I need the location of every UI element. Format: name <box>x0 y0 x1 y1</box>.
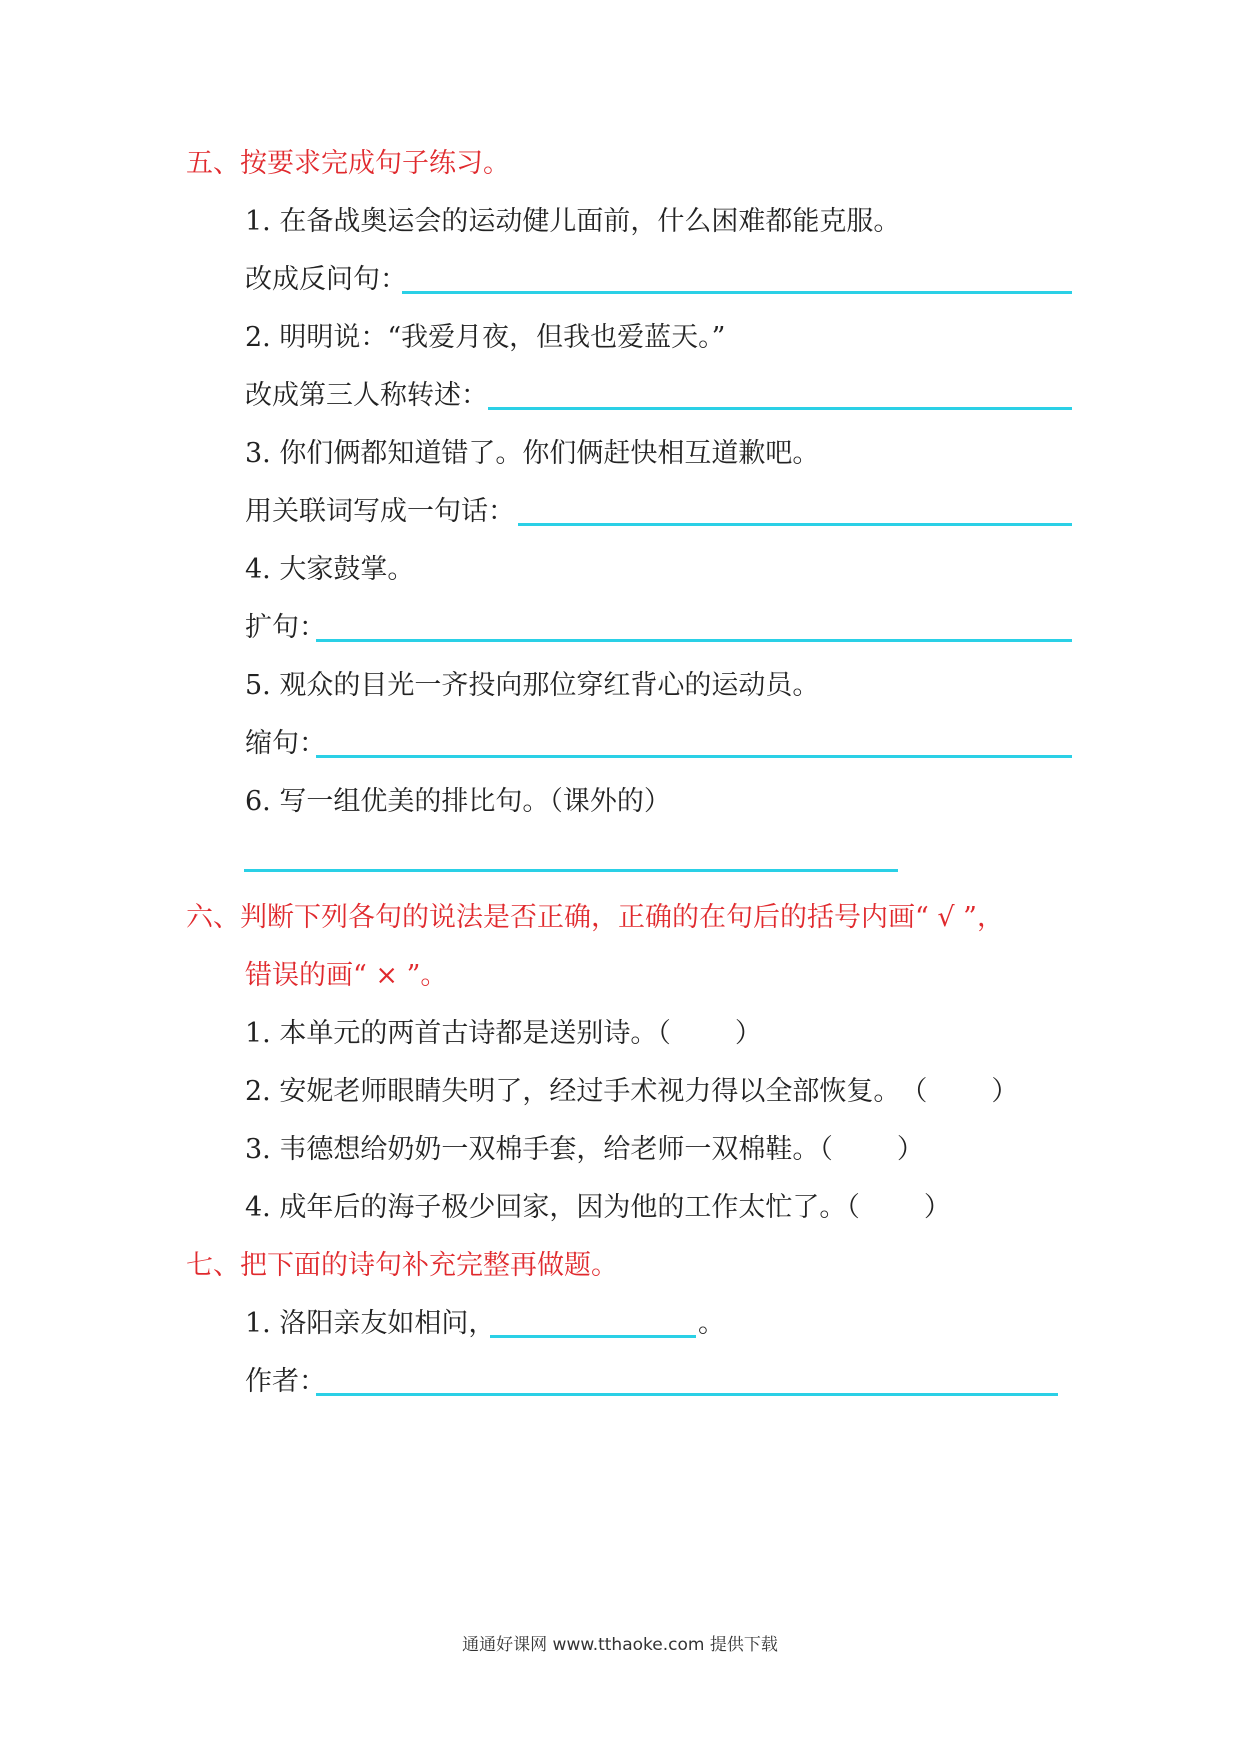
page-footer: 通通好课网 www.tthaoke.com 提供下载 <box>462 1635 778 1655</box>
s7-question-1: 1. 洛阳亲友如相问， <box>245 1308 496 1339</box>
s6-paren-close-1: ） <box>734 1018 762 1049</box>
s5-q1-answer-line[interactable] <box>402 291 1072 294</box>
s6-paren-close-2: ） <box>991 1076 1019 1107</box>
s6-statement-1 <box>245 1016 762 1052</box>
s7-q1-author-label: 作者： <box>245 1366 326 1397</box>
s5-question-2: 2. 明明说：“我爱月夜，但我也爱蓝天。” <box>245 322 726 353</box>
s5-q4-answer-line[interactable] <box>316 639 1072 642</box>
section-5-heading: 五、按要求完成句子练习。 <box>186 148 510 179</box>
s5-q1-task-label: 改成反问句： <box>245 264 407 295</box>
s6-statement-3-text: 3. 韦德想给奶奶一双棉手套，给老师一双棉鞋。（ <box>245 1134 833 1165</box>
s5-question-5: 5. 观众的目光一齐投向那位穿红背心的运动员。 <box>245 670 820 701</box>
s5-q2-task-label: 改成第三人称转述： <box>245 380 488 411</box>
s7-q1-end-mark: 。 <box>698 1308 725 1339</box>
s5-q5-task-label: 缩句： <box>245 728 326 759</box>
s5-q3-answer-line[interactable] <box>518 523 1072 526</box>
s6-statement-4-text: 4. 成年后的海子极少回家，因为他的工作太忙了。（ <box>245 1192 860 1223</box>
s6-statement-4 <box>245 1190 951 1226</box>
section-7-heading: 七、把下面的诗句补充完整再做题。 <box>186 1250 618 1281</box>
section-6-heading-line1: 六、判断下列各句的说法是否正确，正确的在句后的括号内画“ √ ”， <box>186 902 1004 933</box>
s7-q1-answer-line[interactable] <box>490 1335 696 1338</box>
s5-q2-answer-line[interactable] <box>488 407 1072 410</box>
s6-paren-close-4: ） <box>923 1192 951 1223</box>
s5-q3-task-label: 用关联词写成一句话： <box>245 496 515 527</box>
s5-q6-answer-line[interactable] <box>244 869 898 872</box>
s6-statement-3 <box>245 1132 924 1168</box>
s5-question-3: 3. 你们俩都知道错了。你们俩赶快相互道歉吧。 <box>245 438 820 469</box>
s6-statement-2-text: 2. 安妮老师眼睛失明了，经过手术视力得以全部恢复。 （ <box>245 1076 928 1107</box>
s5-question-4: 4. 大家鼓掌。 <box>245 554 415 585</box>
s6-statement-2 <box>245 1074 1018 1110</box>
s6-paren-close-3: ） <box>896 1134 924 1165</box>
s5-q4-task-label: 扩句： <box>245 612 326 643</box>
s6-statement-1-text: 1. 本单元的两首古诗都是送别诗。（ <box>245 1018 671 1049</box>
s7-author-answer-line[interactable] <box>316 1393 1058 1396</box>
s5-q5-answer-line[interactable] <box>316 755 1072 758</box>
section-6-heading-line2: 错误的画“ × ”。 <box>245 960 448 991</box>
s5-question-1: 1. 在备战奥运会的运动健儿面前，什么困难都能克服。 <box>245 206 901 237</box>
s5-question-6: 6. 写一组优美的排比句。（课外的） <box>245 786 671 817</box>
